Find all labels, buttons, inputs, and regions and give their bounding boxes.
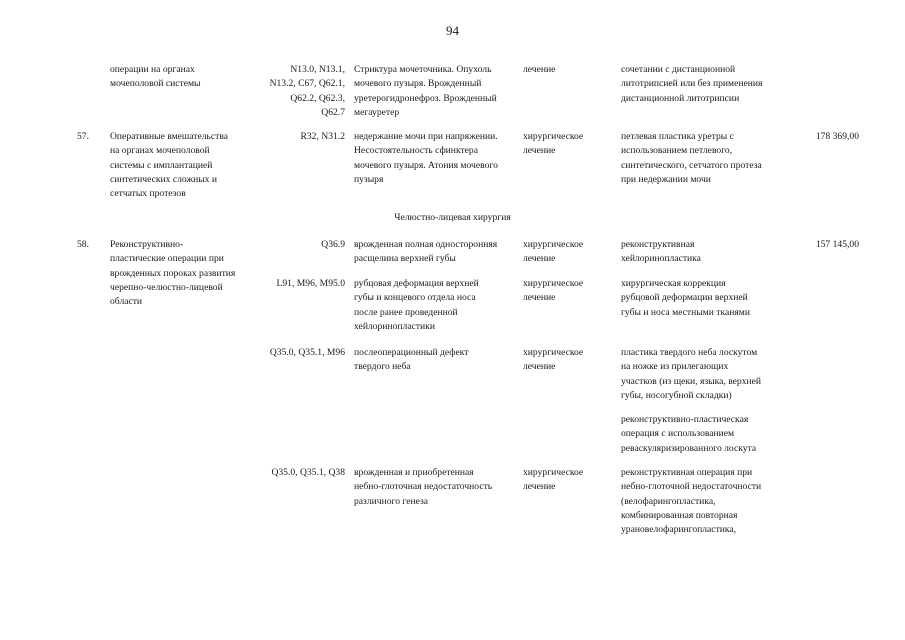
row-cont-diagnosis: Стриктура мочеточника. Опухоль мочевого пузыря. Врожденный уретерогидронефроз. Врожденный мегауретер [354, 64, 497, 118]
row-58a-codes: Q36.9 [321, 239, 345, 250]
page-number: 94 [446, 23, 459, 38]
row-57-codes: R32, N31.2 [300, 131, 345, 142]
row-58-price: 157 145,00 [815, 239, 859, 250]
row-57-treatment-type: хирургическое лечение [523, 131, 584, 157]
row-57-method: петлевая пластика уретры с использованием петлевого, синтетического, сетчатого протеза при недержании мочи [621, 131, 762, 185]
row-58d-diagnosis: врожденная и приобретенная небно-глоточная недостаточность различного генеза [354, 467, 493, 507]
row-58c-diagnosis: послеоперационный дефект твердого неба [354, 347, 469, 373]
row-58d-codes: Q35.0, Q35.1, Q38 [271, 467, 345, 478]
row-57-diagnosis: недержание мочи при напряжении. Несостоятельность сфинктера мочевого пузыря. Атония мочевого пузыря [354, 131, 498, 185]
row-58c-treatment-type: хирургическое лечение [523, 347, 584, 373]
row-cont-method: сочетании с дистанционной литотрипсией или без применения дистанционной литотрипсии [621, 64, 763, 104]
row-58a-method: реконструктивная хейлоринопластика [621, 239, 701, 265]
row-58c-codes: Q35.0, Q35.1, M96 [269, 347, 345, 358]
row-58a-diagnosis: врожденная полная односторонняя расщелина верхней губы [354, 239, 498, 265]
row-58d-method: реконструктивная операция при небно-глоточной недостаточности (велофарингопластика, комбинированная повторная урановелофарингопластика, [621, 467, 762, 536]
row-58a-treatment-type: хирургическое лечение [523, 239, 584, 265]
row-cont-treatment-type: лечение [523, 64, 556, 75]
row-57-price: 178 369,00 [815, 131, 859, 142]
row-58c-method-alt: реконструктивно-пластическая операция с использованием реваскуляризированного лоскута [621, 414, 757, 454]
row-58d-treatment-type: хирургическое лечение [523, 467, 584, 493]
row-57-number: 57. [77, 131, 89, 142]
row-57-name: Оперативные вмешательства на органах мочеполовой системы с имплантацией синтетических сложных и сетчатых протезов [110, 131, 229, 200]
row-58b-method: хирургическая коррекция рубцовой деформации верхней губы и носа местными тканями [621, 278, 750, 318]
row-58c-method: пластика твердого неба лоскутом на ножке из прилегающих участков (из щеки, языка, верхней губы, носогубной складки) [621, 347, 762, 401]
row-58b-diagnosis: рубцовая деформация верхней губы и концевого отдела носа после ранее проведенной хейлоринопластики [354, 278, 479, 332]
row-58b-treatment-type: хирургическое лечение [523, 278, 584, 304]
row-cont-name: операции на органах мочеполовой системы [110, 64, 201, 90]
row-cont-codes: N13.0, N13.1, N13.2, C67, Q62.1, Q62.2, Q62.3, Q62.7 [269, 64, 345, 118]
section-title: Челюстно-лицевая хирургия [394, 212, 511, 223]
row-58b-codes: L91, M96, M95.0 [276, 278, 345, 289]
row-58-name: Реконструктивно- пластические операции при врожденных пороках развития черепно-челюстно-лицевой области [110, 239, 236, 308]
row-58-number: 58. [77, 239, 89, 250]
